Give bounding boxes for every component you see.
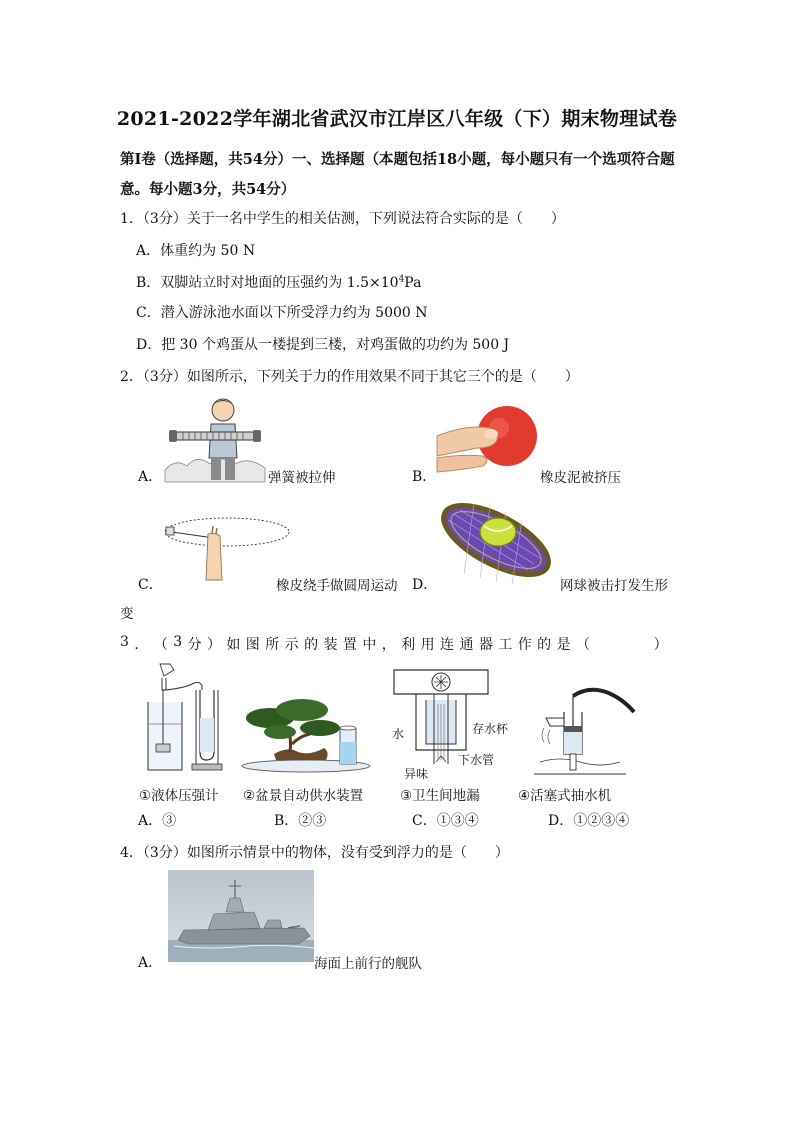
q2-option-b-caption: 橡皮泥被挤压 — [540, 470, 621, 486]
q2-option-d-letter: D． — [412, 577, 438, 593]
q3-stem-char — [615, 634, 629, 654]
q4-option-a-caption: 海面上前行的舰队 — [314, 956, 422, 972]
q3-stem-char: 分 — [187, 637, 202, 653]
q3-stem-char: 示 — [284, 637, 299, 653]
q2-option-c-letter: C． — [138, 577, 163, 593]
q1-option-c: C．潜入游泳池水面以下所受浮力约为 5000 N — [136, 305, 428, 321]
q3-stem-char: 利 — [401, 637, 416, 653]
q3-fig3-label-odor: 异味 — [404, 767, 429, 781]
q3-stem-char: 作 — [517, 637, 532, 653]
q3-stem-char — [634, 634, 648, 654]
q3-caption-1: ①液体压强计 — [139, 788, 219, 804]
q3-stem-char: 的 — [537, 637, 552, 653]
q3-caption-2: ②盆景自动供水装置 — [243, 788, 364, 804]
q3-stem-char: 如 — [226, 637, 241, 653]
q2-option-d-caption: 网球被击打发生形 — [560, 578, 668, 594]
q1-option-d: D．把 30 个鸡蛋从一楼提到三楼，对鸡蛋做的功约为 500 J — [136, 337, 510, 353]
q3-stem-char: 3 — [120, 634, 129, 650]
q3-stem-char: 是 — [556, 637, 571, 653]
q3-option-a: A．③ — [138, 813, 177, 829]
q1-stem: 1．（3分）关于一名中学生的相关估测，下列说法符合实际的是（ ） — [120, 211, 565, 227]
q3-stem-char: 图 — [245, 637, 260, 653]
q3-stem-char: 置 — [342, 637, 357, 653]
q3-stem — [120, 634, 668, 654]
q2-option-d-caption-wrap: 变 — [120, 606, 134, 622]
q2-option-a-letter: A． — [138, 469, 163, 485]
q1-option-a: A．体重约为 50 N — [136, 243, 256, 259]
q3-stem-char: 连 — [440, 637, 455, 653]
q3-stem-char: ） — [206, 637, 221, 653]
q2-option-b-letter: B． — [412, 469, 437, 485]
q3-stem-char — [595, 634, 609, 654]
q2-option-a-caption: 弹簧被拉伸 — [268, 470, 336, 486]
q3-fig3-label-water: 水 — [392, 727, 405, 741]
q4-option-a-letter: A． — [138, 955, 163, 971]
q3-stem-char: （ — [153, 637, 168, 653]
q4-figure-warship — [168, 870, 314, 962]
q3-option-d: D．①②③④ — [548, 813, 630, 829]
q2-figure-eraser-circle — [162, 510, 292, 582]
q3-stem-char: 通 — [459, 637, 474, 653]
q3-fig3-label-drainpipe: 下水管 — [458, 753, 495, 767]
q2-stem: 2．（3分）如图所示，下列关于力的作用效果不同于其它三个的是（ ） — [120, 369, 579, 385]
q3-caption-4: ④活塞式抽水机 — [518, 788, 612, 804]
q3-stem-char: 工 — [498, 637, 513, 653]
section-header-line1: 第Ⅰ卷（选择题，共54分）一、选择题（本题包括18小题，每小题只有一个选项符合题 — [120, 151, 675, 168]
q3-fig3-label-trap-cup: 存水杯 — [472, 722, 509, 736]
q3-figure-piston-pump — [530, 682, 640, 776]
q3-stem-char: ， — [381, 637, 396, 653]
q3-stem-char: （ — [575, 637, 590, 653]
q3-stem-char: ． — [134, 637, 149, 653]
section-header-line2: 意。每小题3分，共54分） — [120, 181, 296, 198]
q3-stem-char: 的 — [304, 637, 319, 653]
q3-stem-char: 用 — [420, 637, 435, 653]
q2-figure-tennis-deform — [434, 494, 556, 588]
q3-option-b: B．②③ — [274, 813, 327, 829]
q3-stem-char: 器 — [478, 637, 493, 653]
q3-figure-bonsai-water — [240, 696, 382, 776]
q3-stem-char: ） — [653, 637, 668, 653]
q3-caption-3: ③卫生间地漏 — [400, 788, 480, 804]
q1-option-b: B．双脚站立时对地面的压强约为 $1.5\times 10^4Pa$ — [136, 274, 422, 291]
q2-figure-clay-squeeze — [437, 396, 537, 480]
q3-option-c: C．①③④ — [412, 813, 479, 829]
q3-figure-pressure-gauge — [140, 660, 232, 776]
q3-stem-char: 所 — [265, 637, 280, 653]
q3-stem-char: 3 — [173, 634, 183, 650]
exam-title: 2021-2022学年湖北省武汉市江岸区八年级（下）期末物理试卷 — [116, 108, 678, 130]
q3-stem-char: 中 — [362, 637, 377, 653]
q4-stem: 4．（3分）如图所示情景中的物体，没有受到浮力的是（ ） — [120, 845, 509, 861]
q3-stem-char: 装 — [323, 637, 338, 653]
q2-option-c-caption: 橡皮绕手做圆周运动 — [276, 578, 398, 594]
q2-figure-spring-stretch — [165, 392, 265, 482]
